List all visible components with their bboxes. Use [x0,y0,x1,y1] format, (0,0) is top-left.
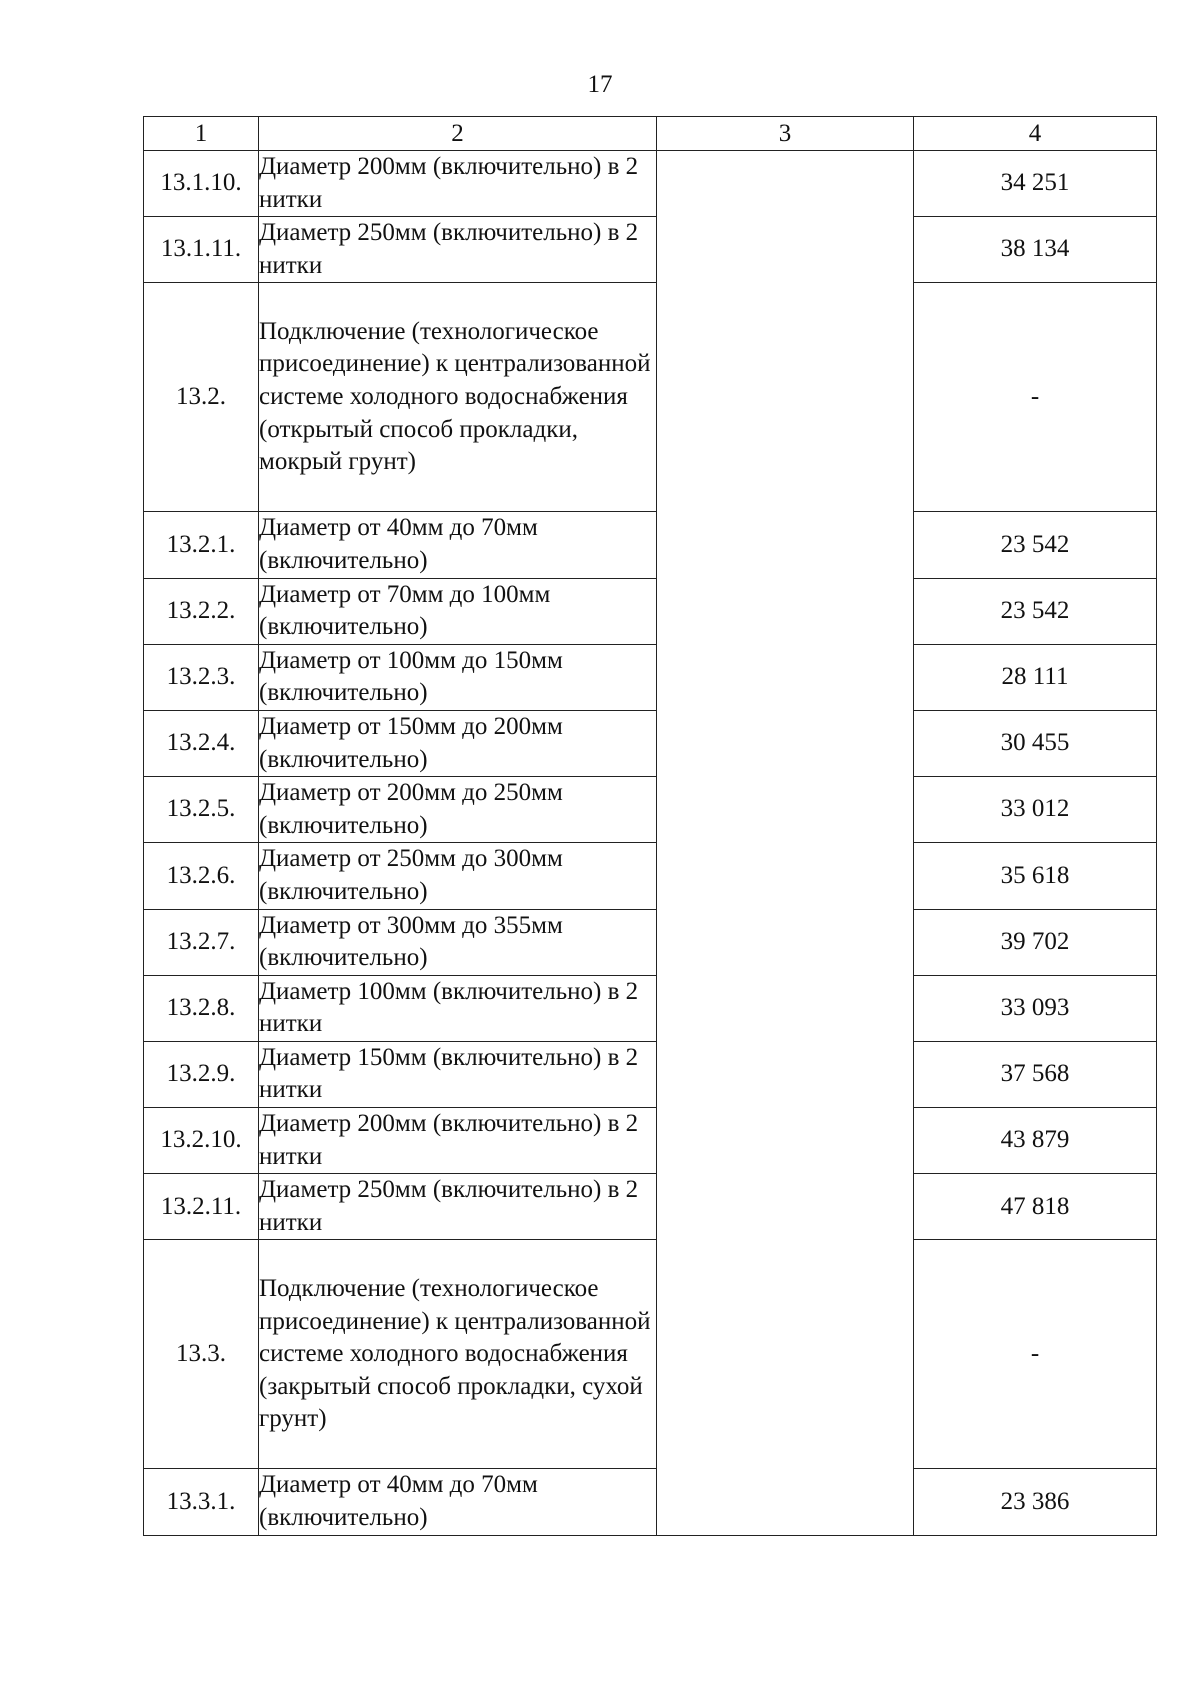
column-3-empty-cell [657,151,914,1536]
row-description: Диаметр от 150мм до 200мм (включительно) [259,710,657,776]
column-header-4: 4 [914,117,1157,151]
row-value: 43 879 [914,1108,1157,1174]
table-row [144,151,1157,217]
row-description: Подключение (технологическое присоединение) к централизованной системе холодного водоснабжения (открытый способ прокладки, мокрый грунт) [259,283,657,512]
page-number: 17 [587,71,613,98]
table-row [144,512,1157,578]
table-row [144,909,1157,975]
row-value: 34 251 [914,151,1157,217]
row-value: - [914,1240,1157,1469]
row-value: - [914,283,1157,512]
row-description: Диаметр 250мм (включительно) в 2 нитки [259,217,657,283]
row-number: 13.1.11. [144,217,259,283]
row-description: Диаметр 200мм (включительно) в 2 нитки [259,151,657,217]
column-header-2: 2 [259,117,657,151]
row-number: 13.2.6. [144,843,259,909]
table-row [144,1240,1157,1469]
row-description: Диаметр 250мм (включительно) в 2 нитки [259,1174,657,1240]
row-number: 13.2.7. [144,909,259,975]
row-value: 23 542 [914,512,1157,578]
table-row [144,777,1157,843]
row-number: 13.2.1. [144,512,259,578]
table-row [144,843,1157,909]
row-value: 37 568 [914,1041,1157,1107]
row-number: 13.2.4. [144,710,259,776]
row-value: 33 012 [914,777,1157,843]
column-header-3: 3 [657,117,914,151]
row-value: 30 455 [914,710,1157,776]
row-description: Диаметр от 200мм до 250мм (включительно) [259,777,657,843]
row-value: 38 134 [914,217,1157,283]
table-row [144,644,1157,710]
row-description: Диаметр от 70мм до 100мм (включительно) [259,578,657,644]
table-row [144,975,1157,1041]
row-value: 28 111 [914,644,1157,710]
row-description: Подключение (технологическое присоединение) к централизованной системе холодного водоснабжения (закрытый способ прокладки, сухой грунт) [259,1240,657,1469]
row-value: 33 093 [914,975,1157,1041]
table-row [144,217,1157,283]
row-number: 13.2.10. [144,1108,259,1174]
row-value: 23 386 [914,1469,1157,1535]
table-row [144,578,1157,644]
row-value: 47 818 [914,1174,1157,1240]
row-number: 13.3. [144,1240,259,1469]
row-number: 13.1.10. [144,151,259,217]
row-number: 13.2.5. [144,777,259,843]
row-number: 13.2.3. [144,644,259,710]
table-row [144,710,1157,776]
row-number: 13.2.11. [144,1174,259,1240]
row-value: 23 542 [914,578,1157,644]
row-description: Диаметр от 250мм до 300мм (включительно) [259,843,657,909]
row-number: 13.2.8. [144,975,259,1041]
row-description: Диаметр 200мм (включительно) в 2 нитки [259,1108,657,1174]
table-row [144,283,1157,512]
table-row [144,1174,1157,1240]
table-row [144,1108,1157,1174]
header-row [144,117,1157,151]
tariff-table [143,116,1157,1536]
column-header-1: 1 [144,117,259,151]
table-body [144,151,1157,1536]
table-row [144,1469,1157,1535]
row-description: Диаметр 150мм (включительно) в 2 нитки [259,1041,657,1107]
row-number: 13.2. [144,283,259,512]
row-description: Диаметр 100мм (включительно) в 2 нитки [259,975,657,1041]
row-description: Диаметр от 100мм до 150мм (включительно) [259,644,657,710]
row-description: Диаметр от 40мм до 70мм (включительно) [259,512,657,578]
table-row [144,1041,1157,1107]
row-description: Диаметр от 40мм до 70мм (включительно) [259,1469,657,1535]
row-description: Диаметр от 300мм до 355мм (включительно) [259,909,657,975]
table-header [144,117,1157,151]
row-value: 39 702 [914,909,1157,975]
row-number: 13.3.1. [144,1469,259,1535]
row-value: 35 618 [914,843,1157,909]
row-number: 13.2.2. [144,578,259,644]
row-number: 13.2.9. [144,1041,259,1107]
